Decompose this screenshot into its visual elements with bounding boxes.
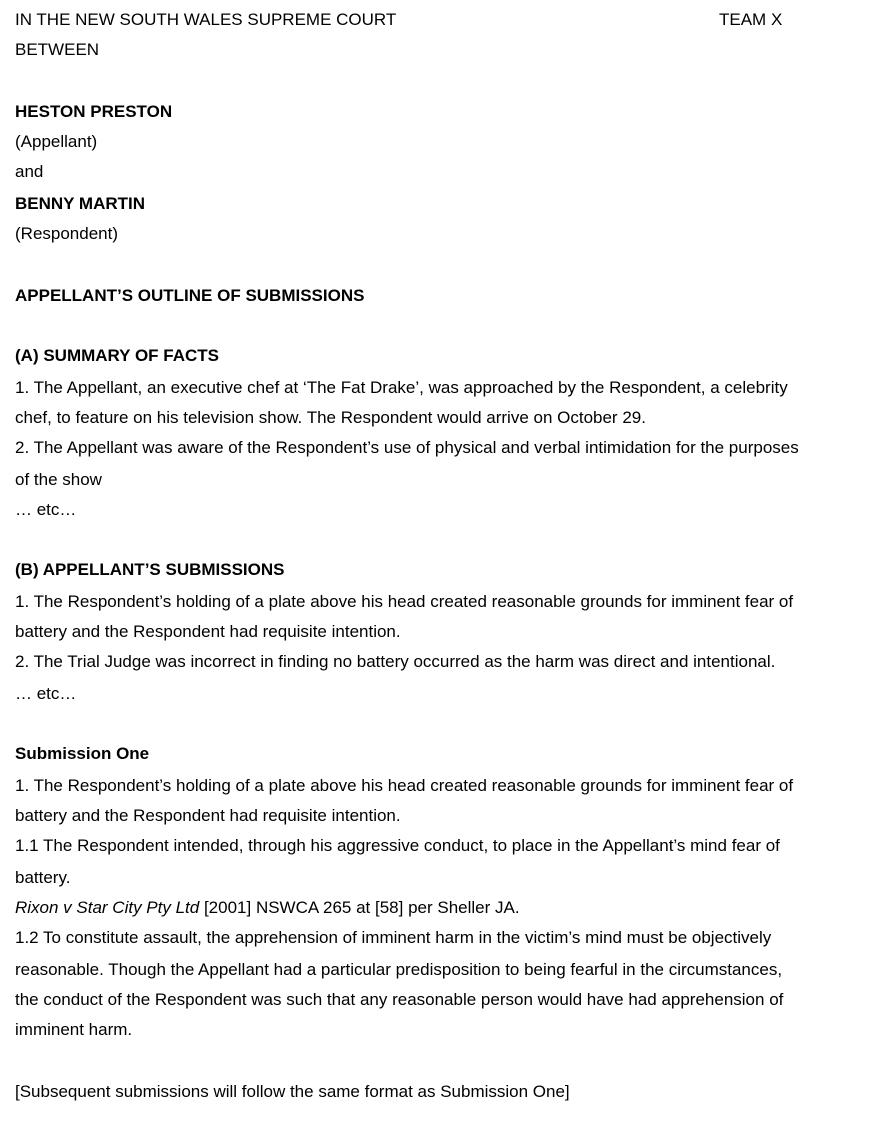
submission-one-line: 1.2 To constitute assault, the apprehension of imminent harm in the victim’s mind must be objectively: [15, 928, 772, 947]
and-label: and: [15, 162, 44, 181]
submission-one-line: battery.: [15, 868, 71, 887]
submission-one-line: imminent harm.: [15, 1020, 133, 1039]
submission-one-heading: Submission One: [15, 744, 150, 763]
submissions-line: 2. The Trial Judge was incorrect in finding no battery occurred as the harm was direct and intentional.: [15, 652, 776, 671]
summary-line: 1. The Appellant, an executive chef at ‘The Fat Drake’, was approached by the Respondent, a celebrity: [15, 378, 788, 397]
respondent-name: BENNY MARTIN: [15, 194, 146, 213]
submissions-line: battery and the Respondent had requisite intention.: [15, 622, 401, 641]
court-heading: IN THE NEW SOUTH WALES SUPREME COURT: [15, 10, 397, 29]
submissions-etc: … etc…: [15, 684, 77, 703]
case-name: Rixon v Star City Pty Ltd: [15, 898, 200, 917]
summary-etc: … etc…: [15, 500, 77, 519]
summary-line: chef, to feature on his television show. The Respondent would arrive on October 29.: [15, 408, 646, 427]
submission-one-line: reasonable. Though the Appellant had a particular predisposition to being fearful in the circumstances,: [15, 960, 783, 979]
document-title: APPELLANT’S OUTLINE OF SUBMISSIONS: [15, 286, 365, 305]
appellant-role: (Appellant): [15, 132, 98, 151]
case-citation: [15, 898, 520, 918]
summary-of-facts-heading: (A) SUMMARY OF FACTS: [15, 346, 219, 365]
submission-one-line: 1. The Respondent’s holding of a plate above his head created reasonable grounds for imminent fear of: [15, 776, 794, 795]
team-label: TEAM X: [719, 10, 783, 29]
between-label: BETWEEN: [15, 40, 100, 59]
summary-line: 2. The Appellant was aware of the Respondent’s use of physical and verbal intimidation for the purposes: [15, 438, 799, 457]
summary-line: of the show: [15, 470, 102, 489]
respondent-role: (Respondent): [15, 224, 119, 243]
appellant-name: HESTON PRESTON: [15, 102, 173, 121]
submissions-line: 1. The Respondent’s holding of a plate above his head created reasonable grounds for imminent fear of: [15, 592, 794, 611]
submission-one-line: battery and the Respondent had requisite intention.: [15, 806, 401, 825]
footer-note: [Subsequent submissions will follow the same format as Submission One]: [15, 1082, 570, 1101]
submission-one-line: the conduct of the Respondent was such that any reasonable person would have had apprehension of: [15, 990, 784, 1009]
case-reference: [2001] NSWCA 265 at [58] per Sheller JA.: [199, 898, 520, 917]
appellant-submissions-heading: (B) APPELLANT’S SUBMISSIONS: [15, 560, 285, 579]
submission-one-line: 1.1 The Respondent intended, through his aggressive conduct, to place in the Appellant’s mind fear of: [15, 836, 780, 855]
